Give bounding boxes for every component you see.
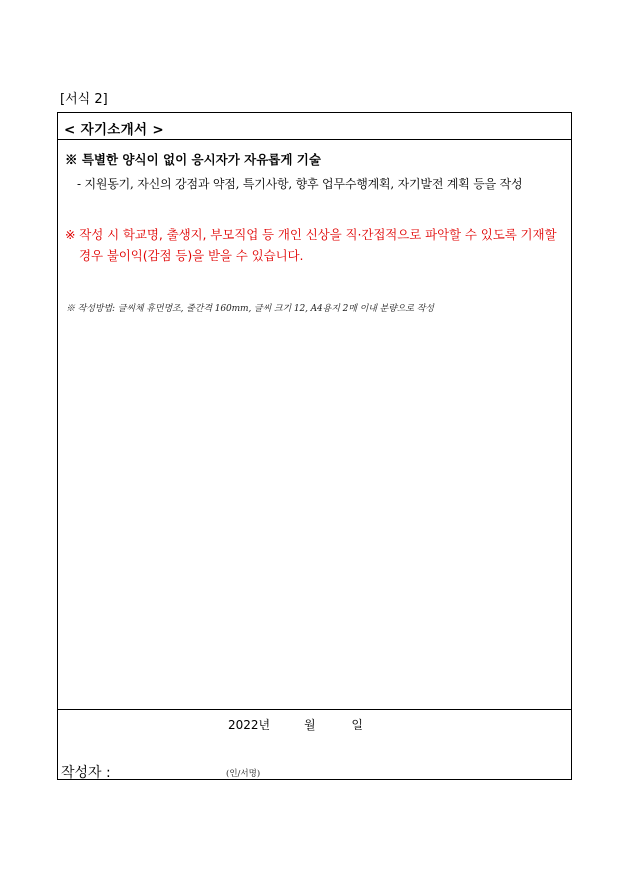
date-row bbox=[228, 716, 363, 733]
date-day: 일 bbox=[351, 718, 363, 732]
title-row bbox=[58, 113, 571, 140]
date-month: 월 bbox=[303, 718, 316, 732]
form-number-label: [서식 2] bbox=[60, 92, 108, 107]
warning-line-2: 경우 불이익(감점 등)을 받을 수 있습니다. bbox=[79, 248, 304, 263]
instruction-heading: ※ 특별한 양식이 없이 응시자가 자유롭게 기술 bbox=[65, 152, 321, 167]
warning-notice bbox=[65, 224, 572, 266]
content-area[interactable] bbox=[58, 140, 571, 710]
warning-line-1: ※ 작성 시 학교명, 출생지, 부모직업 등 개인 신상을 직·간접적으로 파악할 수 있도록 기재할 bbox=[65, 227, 557, 242]
writing-method-note: ※ 작성방법: 글씨체 휴먼명조, 줄간격 160mm, 글씨 크기 12, A4용지 2매 이내 분량으로 작성 bbox=[66, 304, 434, 314]
form-title: < 자기소개서 > bbox=[64, 122, 164, 138]
author-label: 작성자 : bbox=[61, 765, 111, 781]
date-year: 2022년 bbox=[228, 718, 271, 732]
signature-label: (인/서명) bbox=[226, 769, 261, 779]
instruction-guide: - 지원동기, 자신의 강점과 약점, 특기사항, 향후 업무수행계획, 자기발전 계획 등을 작성 bbox=[77, 177, 523, 191]
self-introduction-form bbox=[57, 112, 572, 780]
